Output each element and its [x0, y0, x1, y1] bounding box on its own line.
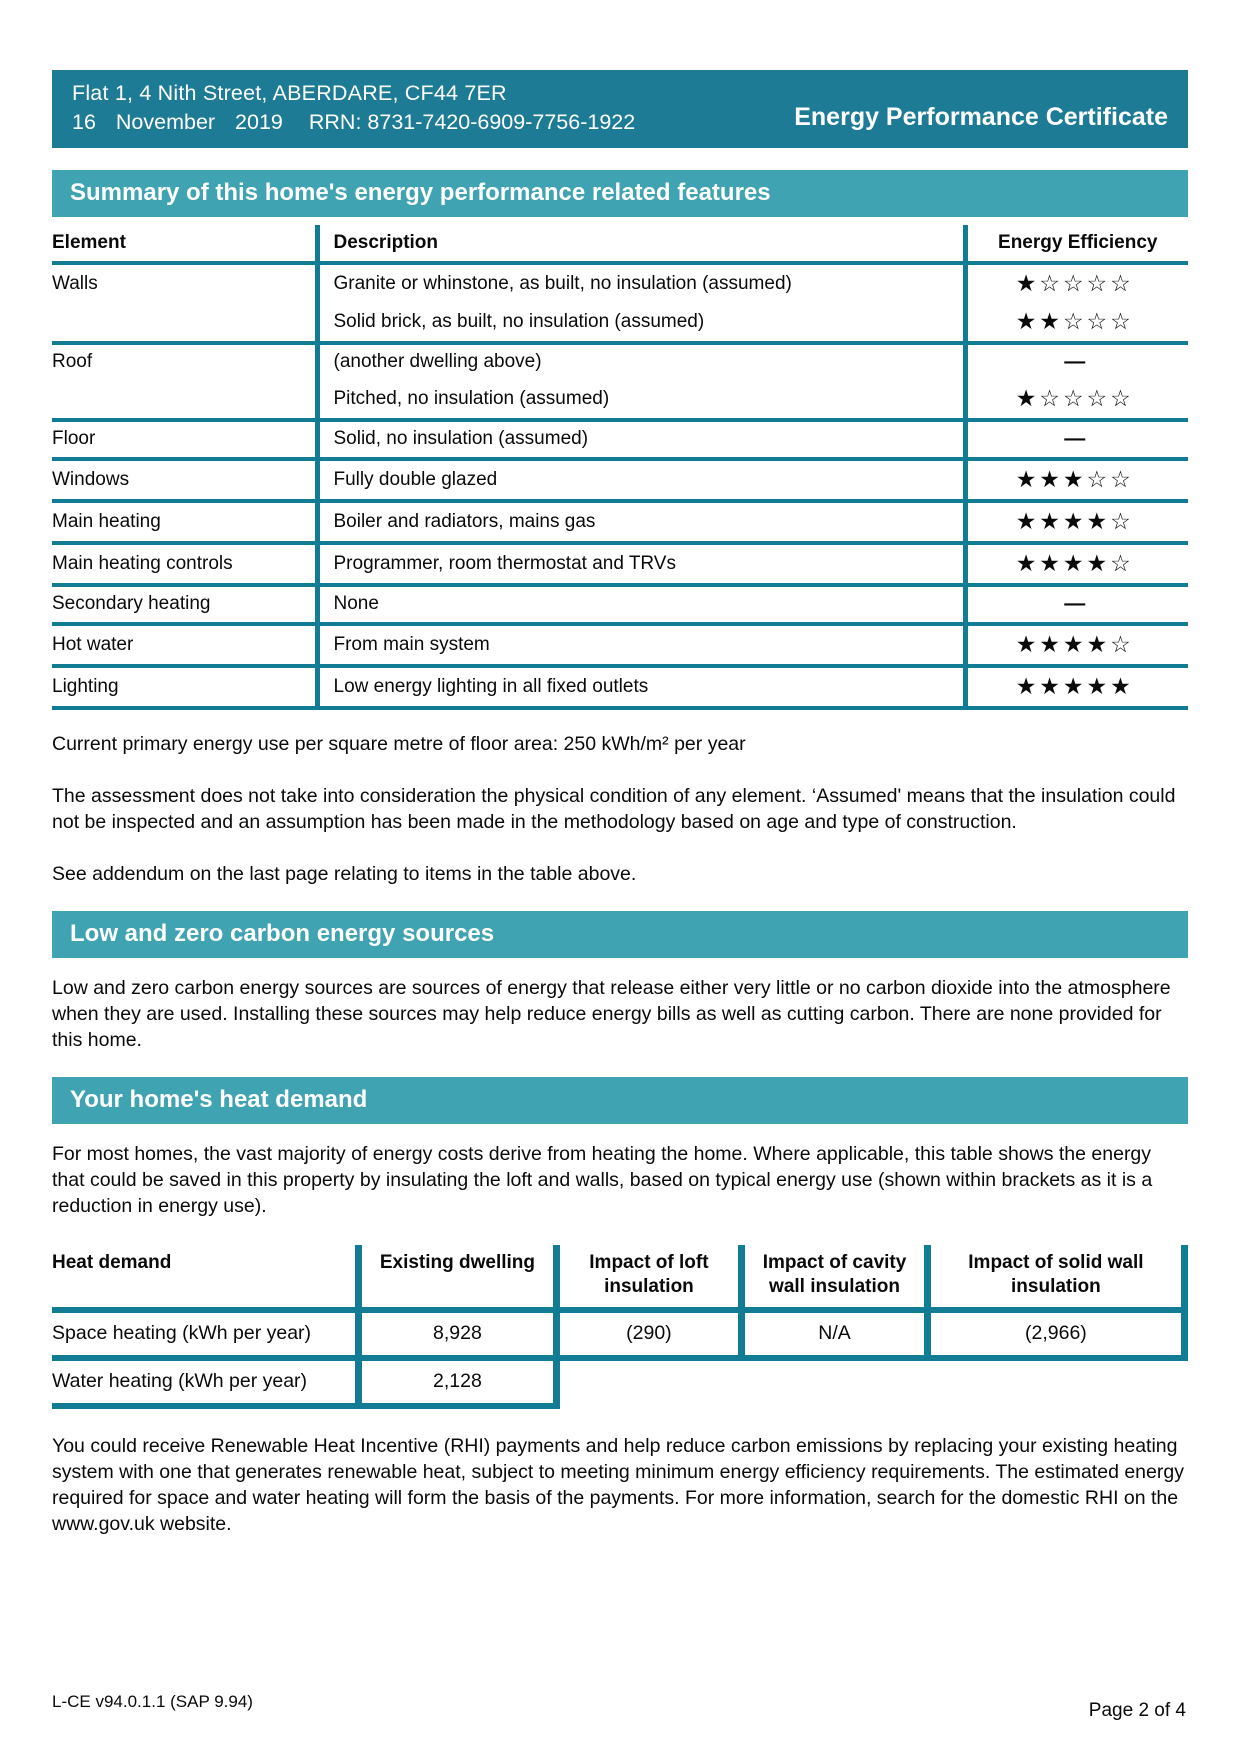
description-cell: Low energy lighting in all fixed outlets — [317, 666, 965, 708]
description-cell: Boiler and radiators, mains gas — [317, 501, 965, 543]
lzc-body-text: Low and zero carbon energy sources are sources of energy that release either very little or no carbon dioxide into the atmosphere when they are used. Installing these sources may help reduce energy bills as well as cutting carbon. There are none provided for this home. — [52, 977, 1171, 1051]
water-heating-existing-value: 2,128 — [359, 1358, 556, 1406]
heat-demand-intro: For most homes, the vast majority of energy costs derive from heating the home. Where applicable, this table shows the energy that could be saved in this property by insulating the loft and walls, based on typical energy use (shown within brackets as it is a reduction in energy use). — [52, 1143, 1153, 1217]
space-heating-cavity-value: N/A — [742, 1310, 928, 1358]
element-cell: Hot water — [52, 633, 134, 655]
description-cell: From main system — [317, 624, 965, 666]
element-cell: Lighting — [52, 675, 119, 697]
heat-demand-section-title: Your home's heat demand — [52, 1077, 1188, 1124]
column-header-energy-efficiency: Energy Efficiency — [965, 225, 1188, 263]
addendum-note: See addendum on the last page relating to items in the table above. — [52, 863, 637, 885]
rrn-number: RRN: 8731-7420-6909-7756-1922 — [308, 110, 636, 134]
star-rating: ★★☆☆☆ — [965, 303, 1188, 343]
heat-demand-table — [52, 1245, 1188, 1409]
description-cell: Solid, no insulation (assumed) — [317, 420, 965, 459]
space-heating-loft-value: (290) — [556, 1310, 742, 1358]
element-cell: Walls — [52, 272, 98, 294]
assessment-date: 16 November 2019 — [72, 110, 283, 134]
description-cell: (another dwelling above) — [317, 343, 965, 380]
rhi-note: You could receive Renewable Heat Incentive (RHI) payments and help reduce carbon emissions by replacing your existing heating system with one that generates renewable heat, subject to meeting minimum energy efficiency requirements. The estimated energy required for space and water heating will form the basis of the payments. For more information, search for the domestic RHI on the www.gov.uk website. — [52, 1435, 1184, 1535]
element-cell: Windows — [52, 468, 130, 490]
lzc-section-title: Low and zero carbon energy sources — [52, 911, 1188, 958]
table-row-hot-water — [52, 624, 1188, 666]
star-rating: ★★★★★ — [965, 666, 1188, 708]
column-header-cavity-wall-insulation: Impact of cavity wall insulation — [742, 1245, 928, 1310]
element-cell-continuation — [52, 380, 317, 420]
table-row-main-heating — [52, 501, 1188, 543]
column-header-description: Description — [317, 225, 965, 263]
heat-table-header-row — [52, 1245, 1185, 1310]
summary-section-title: Summary of this home's energy performance related features — [52, 170, 1188, 217]
table-row-secondary-heating — [52, 585, 1188, 624]
table-row-roof-2 — [52, 380, 1188, 420]
column-header-heat-demand: Heat demand — [52, 1252, 172, 1273]
footer-page-number: Page 2 of 4 — [1088, 1700, 1186, 1721]
primary-energy-use-note: Current primary energy use per square metre of floor area: 250 kWh/m² per year — [52, 733, 746, 755]
description-cell: Granite or whinstone, as built, no insulation (assumed) — [317, 263, 965, 303]
star-rating: ★★★☆☆ — [965, 459, 1188, 501]
space-heating-solid-value: (2,966) — [927, 1310, 1184, 1358]
property-address: Flat 1, 4 Nith Street, ABERDARE, CF44 7ER — [72, 81, 507, 105]
column-header-solid-wall-insulation: Impact of solid wall insulation — [927, 1245, 1184, 1310]
description-cell: Fully double glazed — [317, 459, 965, 501]
space-heating-existing-value: 8,928 — [359, 1310, 556, 1358]
star-rating: — — [965, 585, 1188, 624]
table-row-walls-1 — [52, 263, 1188, 303]
certificate-title: Energy Performance Certificate — [794, 103, 1168, 131]
row-label-space-heating: Space heating (kWh per year) — [52, 1322, 312, 1344]
empty-cell — [742, 1358, 928, 1406]
star-rating: ★★★★☆ — [965, 501, 1188, 543]
column-header-element: Element — [52, 232, 126, 253]
table-row-roof-1 — [52, 343, 1188, 380]
element-cell: Floor — [52, 428, 96, 449]
row-label-water-heating: Water heating (kWh per year) — [52, 1358, 359, 1406]
star-rating: ★☆☆☆☆ — [965, 263, 1188, 303]
summary-features-table — [52, 225, 1188, 710]
star-rating: ★☆☆☆☆ — [965, 380, 1188, 420]
table-row-walls-2 — [52, 303, 1188, 343]
date-rrn-line — [72, 110, 635, 135]
description-cell: None — [317, 585, 965, 624]
column-header-loft-insulation: Impact of loft insulation — [556, 1245, 742, 1310]
element-cell: Secondary heating — [52, 593, 211, 614]
header-property-info — [72, 81, 635, 135]
description-cell: Programmer, room thermostat and TRVs — [317, 543, 965, 585]
star-rating: — — [965, 420, 1188, 459]
star-rating: — — [965, 343, 1188, 380]
element-cell: Main heating controls — [52, 552, 233, 574]
table-row-floor — [52, 420, 1188, 459]
heat-table-row-water-heating — [52, 1358, 1185, 1406]
empty-cell — [927, 1358, 1184, 1406]
table-row-windows — [52, 459, 1188, 501]
star-rating: ★★★★☆ — [965, 624, 1188, 666]
heat-table-row-space-heating — [52, 1310, 1185, 1358]
element-cell: Main heating — [52, 510, 161, 532]
table-row-main-heating-controls — [52, 543, 1188, 585]
description-cell: Solid brick, as built, no insulation (assumed) — [317, 303, 965, 343]
empty-cell — [556, 1358, 742, 1406]
assessment-disclaimer: The assessment does not take into consideration the physical condition of any element. ‘Assumed' means that the insulation could not be inspected and an assumption has been made in the methodology based on age and type of construction. — [52, 785, 1176, 833]
element-cell: Roof — [52, 351, 93, 372]
element-cell-continuation — [52, 303, 317, 343]
summary-table-header-row — [52, 225, 1188, 263]
table-row-lighting — [52, 666, 1188, 708]
header-banner — [52, 70, 1188, 148]
footer-software-version: L-CE v94.0.1.1 (SAP 9.94) — [52, 1692, 253, 1711]
description-cell: Pitched, no insulation (assumed) — [317, 380, 965, 420]
column-header-existing-dwelling: Existing dwelling — [359, 1245, 556, 1310]
star-rating: ★★★★☆ — [965, 543, 1188, 585]
